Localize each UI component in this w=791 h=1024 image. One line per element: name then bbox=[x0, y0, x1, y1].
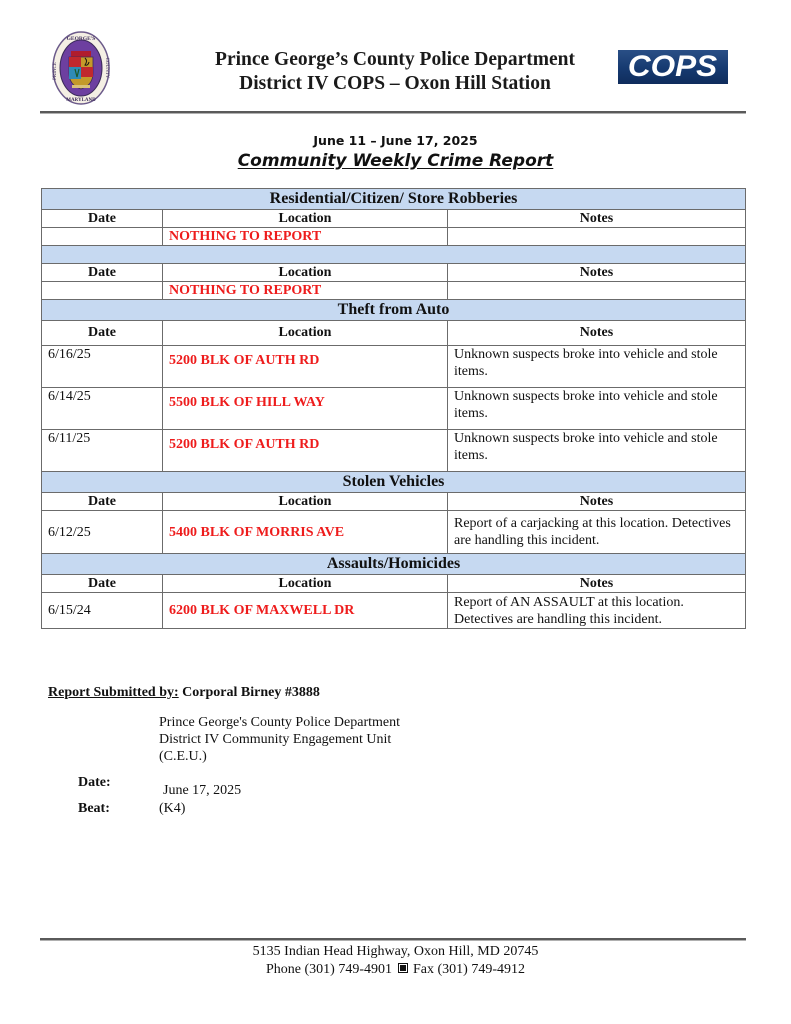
table-row bbox=[42, 388, 746, 430]
unit-block bbox=[159, 714, 400, 765]
column-header-notes: Notes bbox=[448, 210, 746, 228]
column-header-location: Location bbox=[163, 575, 448, 593]
row-notes bbox=[448, 228, 746, 246]
section-title: Residential/Citizen/ Store Robberies bbox=[42, 189, 746, 210]
footer-address: 5135 Indian Head Highway, Oxon Hill, MD 20745 bbox=[252, 944, 539, 959]
row-date: 6/12/25 bbox=[42, 511, 163, 554]
footer-fax: Fax (301) 749-4912 bbox=[413, 962, 525, 977]
square-bullet-icon bbox=[398, 963, 408, 973]
row-notes: Unknown suspects broke into vehicle and stole items. bbox=[448, 388, 746, 430]
row-notes: Unknown suspects broke into vehicle and stole items. bbox=[448, 346, 746, 388]
column-header-row bbox=[42, 493, 746, 511]
cops-logo bbox=[618, 50, 728, 84]
table-row bbox=[42, 346, 746, 388]
column-header-date: Date bbox=[42, 321, 163, 346]
column-header-date: Date bbox=[42, 493, 163, 511]
crime-report-table bbox=[41, 188, 746, 629]
row-notes bbox=[448, 282, 746, 300]
column-header-date: Date bbox=[42, 210, 163, 228]
section-header-blank bbox=[42, 246, 746, 264]
column-header-date: Date bbox=[42, 575, 163, 593]
footer bbox=[0, 943, 791, 979]
row-location: 5200 BLK OF AUTH RD bbox=[163, 346, 448, 388]
column-header-notes: Notes bbox=[448, 264, 746, 282]
unit-line-2: District IV Community Engagement Unit bbox=[159, 732, 392, 747]
table-row bbox=[42, 228, 746, 246]
row-location: NOTHING TO REPORT bbox=[163, 228, 448, 246]
row-date: 6/16/25 bbox=[42, 346, 163, 388]
svg-text:MARYLAND: MARYLAND bbox=[66, 98, 96, 103]
date-value: June 17, 2025 bbox=[163, 783, 242, 798]
column-header-notes: Notes bbox=[448, 575, 746, 593]
table-row bbox=[42, 511, 746, 554]
department-title-line1: Prince George’s County Police Department bbox=[215, 49, 575, 70]
column-header-location: Location bbox=[163, 264, 448, 282]
header-divider bbox=[40, 111, 746, 114]
column-header-notes: Notes bbox=[448, 493, 746, 511]
row-notes: Report of a carjacking at this location. Detectives are handling this incident. bbox=[448, 511, 746, 554]
unit-line-1: Prince George's County Police Department bbox=[159, 715, 400, 730]
column-header-row bbox=[42, 575, 746, 593]
section-header-robberies bbox=[42, 189, 746, 210]
submitted-by-officer: Corporal Birney #3888 bbox=[182, 685, 320, 700]
table-row bbox=[42, 593, 746, 629]
unit-line-3: (C.E.U.) bbox=[159, 749, 207, 764]
row-notes: Report of AN ASSAULT at this location. Detectives are handling this incident. bbox=[448, 593, 746, 629]
svg-text:PRINCE: PRINCE bbox=[53, 62, 58, 80]
section-title: Assaults/Homicides bbox=[42, 554, 746, 575]
table-row bbox=[42, 430, 746, 472]
beat-value: (K4) bbox=[159, 801, 186, 816]
column-header-row bbox=[42, 321, 746, 346]
row-date: 6/14/25 bbox=[42, 388, 163, 430]
table-row bbox=[42, 282, 746, 300]
section-header-assaults-homicides bbox=[42, 554, 746, 575]
section-title: Theft from Auto bbox=[42, 300, 746, 321]
date-label: Date: bbox=[78, 775, 111, 790]
column-header-date: Date bbox=[42, 264, 163, 282]
row-notes: Unknown suspects broke into vehicle and stole items. bbox=[448, 430, 746, 472]
footer-divider bbox=[40, 938, 746, 941]
cops-logo-text: COPS bbox=[628, 50, 718, 83]
report-date-range: June 11 – June 17, 2025 bbox=[313, 133, 478, 148]
row-location: 5200 BLK OF AUTH RD bbox=[163, 430, 448, 472]
report-title: Community Weekly Crime Report bbox=[237, 151, 554, 171]
column-header-location: Location bbox=[163, 210, 448, 228]
row-location: 6200 BLK OF MAXWELL DR bbox=[163, 593, 448, 629]
submitted-by bbox=[48, 685, 320, 701]
svg-text:COUNTY: COUNTY bbox=[104, 57, 109, 79]
column-header-location: Location bbox=[163, 321, 448, 346]
row-location: 5400 BLK OF MORRIS AVE bbox=[163, 511, 448, 554]
row-date bbox=[42, 282, 163, 300]
row-date bbox=[42, 228, 163, 246]
column-header-location: Location bbox=[163, 493, 448, 511]
column-header-row bbox=[42, 210, 746, 228]
department-title bbox=[170, 48, 620, 96]
column-header-notes: Notes bbox=[448, 321, 746, 346]
row-date: 6/15/24 bbox=[42, 593, 163, 629]
footer-contact bbox=[0, 961, 791, 979]
svg-text:GEORGE'S: GEORGE'S bbox=[66, 36, 96, 42]
section-header-stolen-vehicles bbox=[42, 472, 746, 493]
column-header-row bbox=[42, 264, 746, 282]
department-title-line2: District IV COPS – Oxon Hill Station bbox=[239, 73, 551, 94]
section-title: Stolen Vehicles bbox=[42, 472, 746, 493]
section-header-theft-from-auto bbox=[42, 300, 746, 321]
footer-phone: Phone (301) 749-4901 bbox=[266, 962, 392, 977]
row-location: 5500 BLK OF HILL WAY bbox=[163, 388, 448, 430]
row-location: NOTHING TO REPORT bbox=[163, 282, 448, 300]
submitted-by-label: Report Submitted by: bbox=[48, 685, 179, 700]
row-date: 6/11/25 bbox=[42, 430, 163, 472]
section-title bbox=[42, 246, 746, 264]
county-seal-icon bbox=[52, 31, 110, 105]
beat-label: Beat: bbox=[78, 801, 110, 816]
